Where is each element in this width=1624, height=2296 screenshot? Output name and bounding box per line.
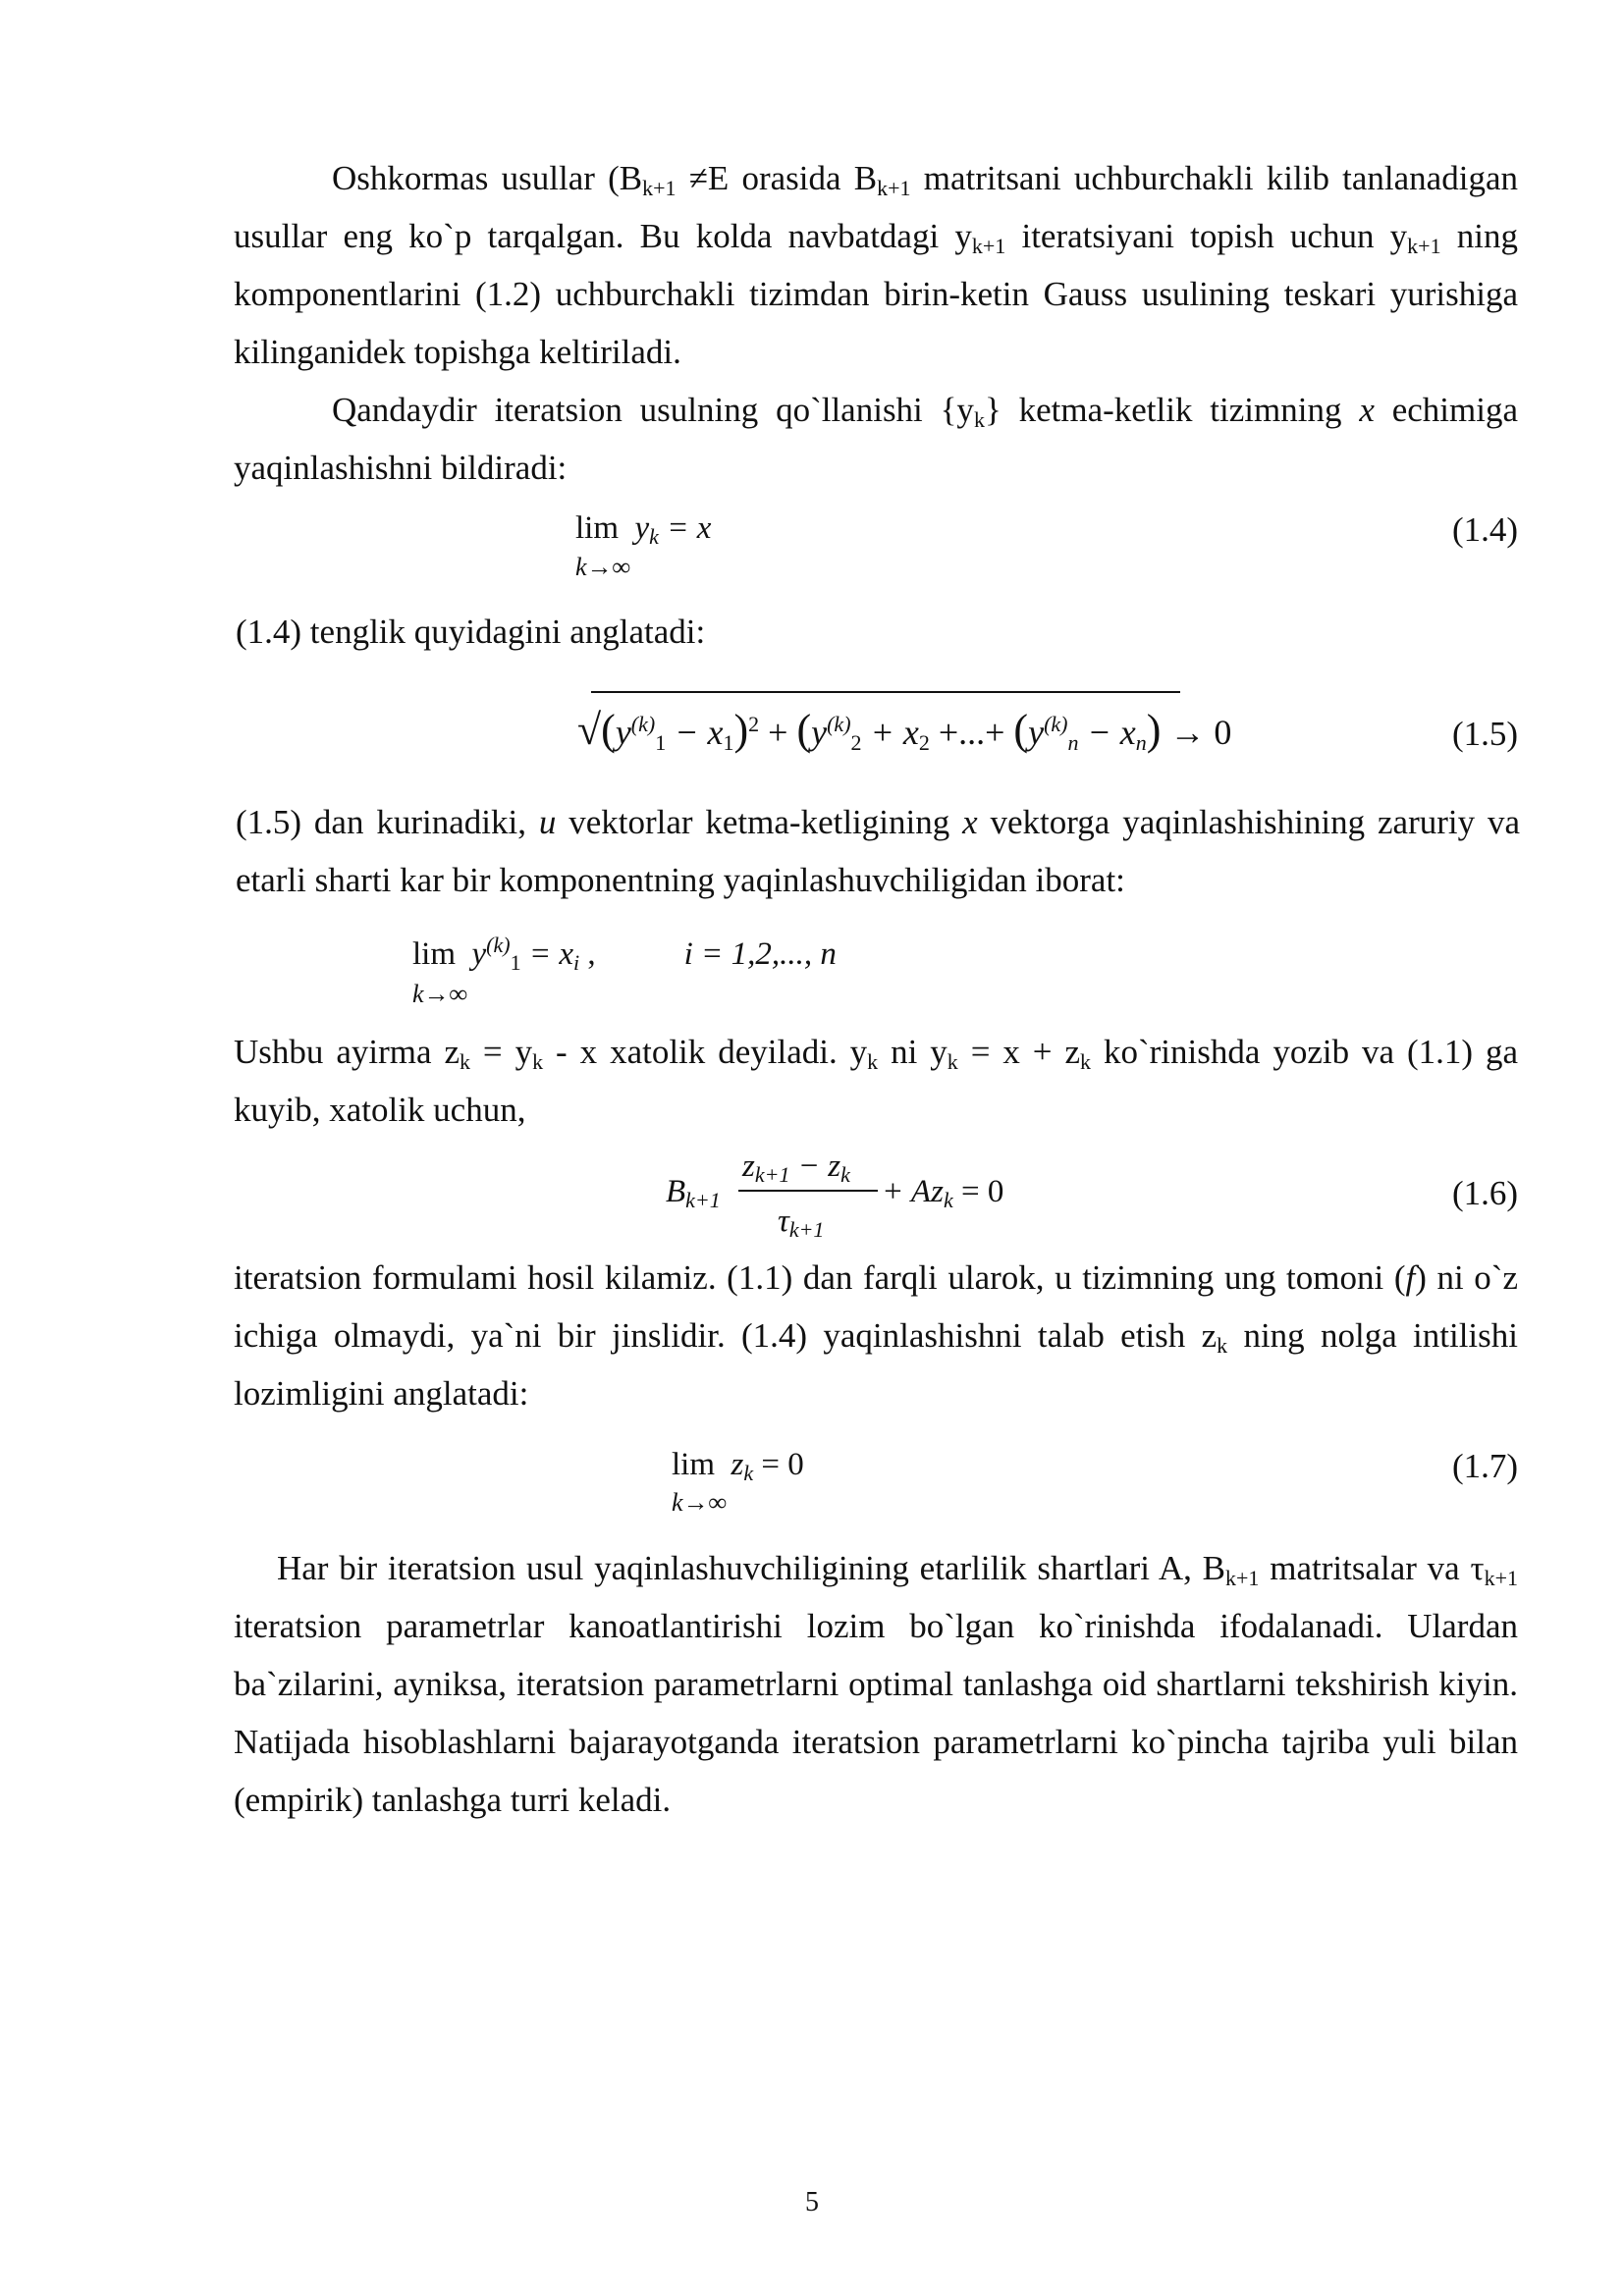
- equation-number: (1.4): [1451, 510, 1518, 549]
- paragraph-1: Oshkormas usullar ($B_{k+1} \ne E$ orasida $B_{k+1}$ matritsani uchburchakli kilib tanlanadigan usullar eng ko`p tarqalgan. Bu kolda navbatdagi $y_{k+1}$ iteratsiyani topish uchun $y_{k+1}$ ning komponentlarini (1.2) uchburchakli tizimdan birin-ketin Gauss usulining teskari yurishiga kilinganidek topishga keltiriladi.: [234, 159, 1518, 371]
- paragraph-3: (1.4) tenglik quyidagini anglatadi:: [236, 613, 706, 651]
- paragraph-4: (1.5) dan kurinadiki, u vektorlar ketma-ketligining x vektorga yaqinlashishining zaruriy va etarli sharti kar bir komponentning yaqinlashuvchiligidan iborat:: [236, 803, 1521, 899]
- fraction-line: [738, 1190, 878, 1192]
- fraction-denominator: $\tau_{k+1}$: [778, 1203, 825, 1242]
- equation-1-6-rhs: + $Az_k = 0$: [882, 1174, 1004, 1212]
- paragraph-2: Qandaydir iteratsion usulning qo`llanishi $\{y_k\}$ ketma-ketlik tizimning x echimiga yaqinlashishni bildiradi:: [234, 391, 1518, 487]
- equation-number: (1.6): [1451, 1174, 1518, 1212]
- paragraph-6: iteratsion formulami hosil kilamiz. (1.1) dan farqli ularok, u tizimning ung tomoni (f) ni o`z ichiga olmaydi, ya`ni bir jinslidir. (1.4) yaqinlashishni talab etish $z_k$ ning nolga intilishi lozimligini anglatadi:: [234, 1258, 1518, 1413]
- sqrt-icon: √: [577, 706, 602, 754]
- equation-limit-components: $\lim y^{(k)}_1 = x_i$ , i = 1,2,..., n: [412, 933, 837, 975]
- equation-1-5: $√(y^{(k)}_1 - x_1)^2 + (y^{(k)}_2 + x_2$ +...+ $(y^{(k)}_n - x_n) \to 0$: [577, 706, 1232, 755]
- limit-subscript: k→∞: [575, 553, 631, 581]
- paragraph-7: Har bir iteratsion usul yaqinlashuvchiligining etarlilik shartlari A, $B_{k+1}$ matritsalar va $\tau_{k+1}$ iteratsion parametrlar kanoatlantirishi lozim bo`lgan ko`rinishda ifodalanadi. Ulardan ba`zilarini, ayniksa, iteratsion parametrlarni optimal tanlashga oid shartlarni tekshirish kiyin. Natijada hisoblashlarni bajarayotganda iteratsion parametrlarni ko`pincha tajriba yuli bilan (empirik) tanlashga turri keladi.: [234, 1549, 1518, 1819]
- page-number: 5: [805, 2187, 819, 2217]
- equation-1-6-lhs: $B_{k+1}$: [666, 1174, 721, 1212]
- fraction-numerator: $z_{k+1} - z_k$: [742, 1148, 850, 1187]
- sqrt-bar: [591, 691, 1180, 693]
- limit-subscript: k→∞: [412, 980, 468, 1008]
- equation-number: (1.5): [1451, 715, 1518, 753]
- equation-1-4: $\lim y_k = x$: [575, 510, 712, 549]
- equation-number: (1.7): [1451, 1447, 1518, 1485]
- limit-subscript: k→∞: [672, 1488, 728, 1517]
- equation-1-7: $\lim z_k = 0$: [672, 1447, 804, 1485]
- paragraph-5: Ushbu ayirma $z_k = y_k - x$ xatolik deyiladi. $y_k$ ni $y_k = x + z_k$ ko`rinishda yozib va (1.1) ga kuyib, xatolik uchun,: [234, 1033, 1519, 1129]
